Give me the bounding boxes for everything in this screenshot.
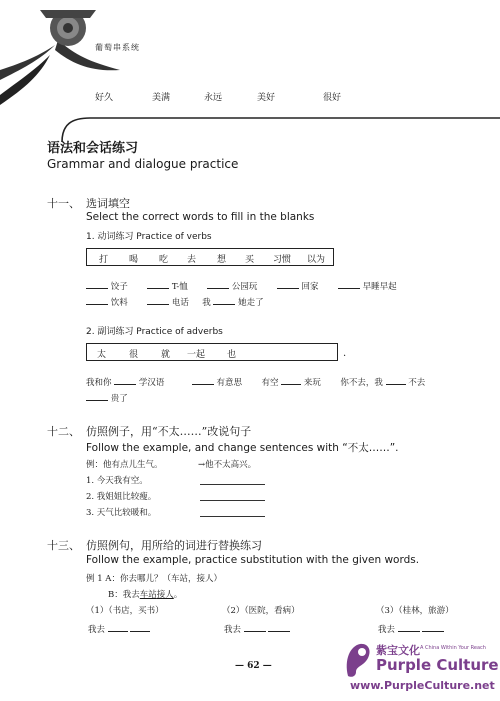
example-question: 例：他有点儿生气。 bbox=[86, 460, 163, 470]
exercise-title: 仿照例子，用“不太……”改说句子 bbox=[86, 425, 252, 438]
word-bank-item: 就 bbox=[161, 350, 171, 360]
exercise-instruction: Follow the example, and change sentences with “不太……”. bbox=[86, 442, 399, 454]
part-label: 2. 副词练习 Practice of adverbs bbox=[86, 327, 223, 337]
word-bank-item: 也 bbox=[227, 350, 237, 360]
word-bank-item: 很 bbox=[129, 350, 139, 360]
exercise-number: 十二、 bbox=[47, 425, 80, 438]
word-bank-item: 习惯 bbox=[273, 255, 292, 265]
word-bank-item: 打 bbox=[99, 255, 109, 265]
example-answer: →他不太高兴。 bbox=[198, 460, 257, 470]
fill-row: 贵了 bbox=[86, 391, 128, 404]
vocab-word: 美好 bbox=[257, 93, 276, 103]
example-line-a: 例 1 A：你去哪儿？（车站，接人） bbox=[86, 574, 222, 584]
word-bank-item: 买 bbox=[245, 255, 255, 265]
vocab-word: 美满 bbox=[152, 93, 171, 103]
option: （3）（桂林，旅游） bbox=[376, 606, 454, 616]
exercise-instruction: Follow the example, practice substitution with the given words. bbox=[86, 554, 420, 566]
answer-row: 我去 bbox=[378, 622, 444, 635]
exercise-title: 选词填空 bbox=[86, 197, 130, 210]
answer-line bbox=[200, 484, 265, 485]
vocab-word: 永远 bbox=[204, 93, 223, 103]
exercise-number: 十一、 bbox=[47, 197, 80, 210]
exercise-item: 2. 我姐姐比较瘦。 bbox=[86, 492, 157, 502]
word-bank-item: 想 bbox=[217, 255, 227, 265]
word-bank-box bbox=[86, 248, 334, 266]
option: （2）（医院，看病） bbox=[222, 606, 300, 616]
fill-row: 饮料 电话 我 她走了 bbox=[86, 295, 264, 308]
vocab-word: 好久 bbox=[95, 93, 114, 103]
answer-row: 我去 bbox=[224, 622, 290, 635]
exercise-instruction: Select the correct words to fill in the blanks bbox=[86, 211, 315, 223]
exercise-number: 十三、 bbox=[47, 539, 80, 552]
answer-line bbox=[200, 516, 265, 517]
brand-cn: 紫宝文化 bbox=[376, 644, 420, 657]
word-bank-item: 去 bbox=[187, 255, 197, 265]
example-line-b: B：我去车站接人。 bbox=[108, 590, 183, 600]
word-bank-item: 喝 bbox=[129, 255, 139, 265]
brand-en: Purple Culture bbox=[376, 656, 499, 674]
fill-row: 饺子 T-恤 公园玩 回家 早睡早起 bbox=[86, 279, 397, 292]
word-bank-item: 以为 bbox=[307, 255, 326, 265]
exercise-title: 仿照例句，用所给的词进行替换练习 bbox=[86, 539, 262, 552]
period-mark: . bbox=[343, 348, 347, 359]
answer-line bbox=[200, 500, 265, 501]
part-label: 1. 动词练习 Practice of verbs bbox=[86, 232, 212, 242]
answer-row: 我去 bbox=[88, 622, 150, 635]
brand-url[interactable]: www.PurpleCulture.net bbox=[350, 679, 495, 692]
option: （1）（书店，买书） bbox=[86, 606, 164, 616]
fill-row: 我和你 学汉语 有意思 有空 来玩 你不去，我 不去 bbox=[86, 375, 425, 388]
word-bank-item: 太 bbox=[97, 350, 107, 360]
word-bank-box bbox=[86, 343, 338, 361]
section-title-en: Grammar and dialogue practice bbox=[47, 157, 239, 171]
brand-tagline: A China Within Your Reach bbox=[420, 645, 486, 651]
exercise-item: 1. 今天我有空。 bbox=[86, 476, 148, 486]
section-title-cn: 语法和会话练习 bbox=[47, 141, 139, 156]
exercise-item: 3. 天气比较暖和。 bbox=[86, 508, 157, 518]
word-bank-item: 一起 bbox=[187, 350, 206, 360]
vocab-word: 很好 bbox=[323, 93, 342, 103]
purple-culture-logo-icon bbox=[342, 640, 374, 680]
running-title: 葡萄串系统 bbox=[95, 43, 140, 52]
page-number: — 62 — bbox=[235, 661, 272, 671]
word-bank-item: 吃 bbox=[159, 255, 169, 265]
